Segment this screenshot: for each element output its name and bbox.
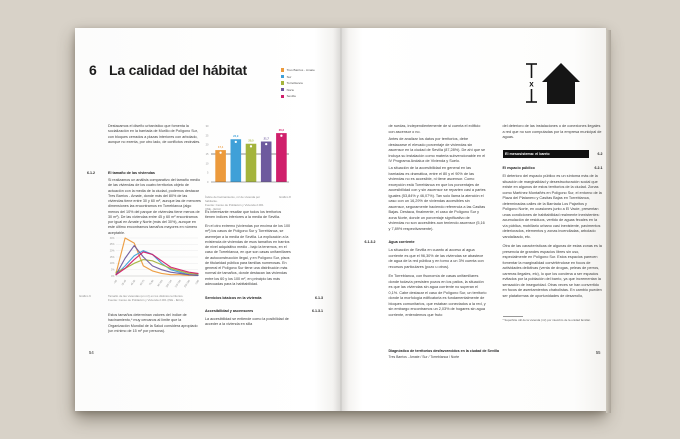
page-number-right: 55 <box>595 350 601 355</box>
caption-source: Fuente: Censo de Población y Vivienda 2.001 (INE - IECA) <box>205 203 264 212</box>
svg-text:150-180: 150-180 <box>183 279 191 289</box>
svg-text:30: 30 <box>205 125 209 128</box>
legend-label: Sevilla <box>286 94 296 99</box>
paragraph: de ruedas, independientemente de si cuenta el edificio con ascensor o no. <box>388 124 481 134</box>
svg-text:25: 25 <box>205 134 209 138</box>
book-spread <box>75 28 606 411</box>
paragraph: Destacamos el diseño urbanístico que fomenta la socialización en la barriada de Murillo de Polígono Sur, con bloques cerrados a plazas interiores con arbolado, aunque no exenta, por otro lado, de conflictos vecinales. <box>108 124 201 144</box>
line-chart <box>105 234 201 292</box>
svg-text:25%: 25% <box>109 243 115 247</box>
paragraph: Antes de analizar los datos por territorios, debe destacarse el elevado porcentaje de viviendas sin ascensor en la ciudad de Sevilla (87,28%). De ahí que se incluya su instalación como materia subvencionable en el IV Programa Andaluz de Vivienda y Suelo. <box>388 137 486 163</box>
legend-label: Torreblanca <box>286 81 303 86</box>
footnote-text: * Superficie útil de la vivienda (m²) por miembro de la unidad familiar. <box>502 318 591 323</box>
svg-text:0: 0 <box>207 181 209 184</box>
paragraph: El deterioro del espacio público es un síntoma más de la situación de marginalidad y desestructuración social que existe en algunos de estos territorios de la ciudad. Zonas como Martínez Montañés en Polígono Sur, el entorno de la Plaza del Platanero y Casitas Bajas en Torreblanca, determinadas calles de la Barriada Los Pajaritos y Polígono Norte, en ocasiones junto a El Vacie, presentan unas condiciones de habitabilidad realmente inexistentes: acumulación de residuos, vertido de aguas fecales en la vía pública, mobiliario urbano casi inexistente, pavimentos deteriorados, elementos y zonas incendiadas, arbolado vandalizado, etc. <box>502 174 602 239</box>
section-title: Accesibilidad y ascensores <box>205 309 254 313</box>
svg-text:0%: 0% <box>111 274 115 278</box>
house-height-icon <box>523 58 585 106</box>
legend-label: Norte <box>286 87 295 92</box>
svg-text:20%: 20% <box>109 249 115 253</box>
section-number: 6.1.3 <box>315 296 323 300</box>
legend-swatch-icon <box>281 75 284 78</box>
legend-item <box>281 68 315 72</box>
section-number: 6.2.1 <box>594 166 603 170</box>
section-number: 6.1.3.1 <box>312 309 323 313</box>
chapter-title: La calidad del hábitat <box>109 62 247 78</box>
svg-text:15: 15 <box>205 153 209 156</box>
svg-text:120-150: 120-150 <box>174 279 182 289</box>
svg-text:10%: 10% <box>109 262 115 266</box>
legend-swatch-icon <box>281 88 284 91</box>
paragraph: del deterioro de las instalaciones o de conexiones ilegales a red que no son computadas por la empresa municipal de aguas. <box>502 124 602 139</box>
footer-subtitle: Tres Barrios - Amate / Sur / Torreblanca / Norte <box>388 354 460 359</box>
section-bar: El mesosistema: el barrio <box>503 150 589 158</box>
svg-text:10: 10 <box>205 162 209 166</box>
svg-text:30-45: 30-45 <box>121 279 128 287</box>
svg-text:<30: <30 <box>113 279 119 285</box>
svg-text:21,7: 21,7 <box>263 137 269 141</box>
figure-caption <box>205 195 269 211</box>
footnote-rule <box>503 316 523 317</box>
legend-label: Sur <box>286 74 292 79</box>
legend-item <box>281 81 315 85</box>
chart-legend <box>281 68 315 98</box>
figure-caption <box>108 294 198 302</box>
svg-text:22,9: 22,9 <box>233 135 239 139</box>
svg-text:75-90: 75-90 <box>148 279 155 287</box>
section-title: El espacio público <box>502 166 535 170</box>
section-number: 6.1.3.2 <box>364 240 376 244</box>
svg-text:60-75: 60-75 <box>139 279 146 287</box>
section-number: 6.1.2 <box>87 171 95 175</box>
paragraph: En el otro extremo (viviendas por encima de los 100 m²) los casos de Polígono Sur y Torreblanca, se asemejan a la media de Sevilla. La explicación a la existencia de viviendas de esos tamaños en barrios de nivel adquisitivo medio - bajo la tenemos, en el caso de Torreblanca, en que son casas unifamiliares de autoconstrucción ilegal, y en Polígono Sur, pisos de titularidad pública para familias numerosas. En general el Polígono Sur tiene una distribución más normal de tamaños, donde destacan las viviendas entre los 60 y los 100 m², en principio las más adecuadas para la habitabilidad. <box>205 224 291 286</box>
page-right <box>341 28 607 411</box>
svg-text:17,1: 17,1 <box>217 145 224 149</box>
legend-item <box>281 94 315 98</box>
section-title: Agua corriente <box>388 240 415 244</box>
chapter-number: 6 <box>89 62 97 78</box>
legend-item <box>281 75 315 79</box>
paragraph: Estos tamaños determinan valores del índice de hacinamiento,* muy cercanos al límite que la Organización Mundial de la Salud considera apropiado (un mínimo de 15 m² por persona). <box>108 313 198 333</box>
caption-source: Fuente: Censo de Población y Vivienda 2.001 (INE - IECA) <box>108 298 184 303</box>
paragraph: La situación de la accesibilidad en general en las barriadas es dramática, entre el 80 y el 90% de las viviendas no es accesible, ni tiene ascensor. Como excepción está Torreblanca en que los porcentajes de accesibilidad con y sin ascensor se reparten casi a partes iguales (53,84% y 46,07%). Tan solo llama la atención el caso con un 16,29% de viviendas accesibles sin ascensor, seguramente haciendo referencia a las Casitas Bajas. Destaca, finalmente, el caso de Polígono Sur y zona Norte, donde un porcentaje significativo de viviendas no son accesibles aun teniendo ascensor (5,16 y 7,89% respectivamente). <box>388 166 486 231</box>
legend-swatch-icon <box>281 95 284 98</box>
svg-text:>180: >180 <box>194 279 201 286</box>
page-left <box>75 28 341 411</box>
svg-text:20: 20 <box>205 143 209 147</box>
legend-swatch-icon <box>281 81 284 84</box>
legend-label: Tres Barrios - Amate <box>286 68 315 72</box>
svg-text:5%: 5% <box>111 268 115 272</box>
legend-swatch-icon <box>281 68 284 71</box>
section-title: Servicios básicos en la vivienda <box>205 296 262 300</box>
paragraph: En Torreblanca, con fisonomía de casas unifamiliares donde todavía persisten pozos en los patios, la situación es que las viviendas sin agua corriente no superan el 0,1%. Cabe destacar el caso de Polígono Sur, un territorio donde la morfología edificatoria es fundamentalmente de bloques comunitarios, que estaban conectados a la red, y sin embargo encontramos un 2,03% de hogares sin agua corriente, entendemos que fruto <box>388 274 487 317</box>
svg-text:5: 5 <box>207 171 209 175</box>
paragraph: Si realizamos un análisis comparativo del tamaño medio de las viviendas de los cuatro territorios objeto de actuación con la media de la ciudad, podemos destacar Tres Barrios - Amate, donde más del 80% de las viviendas tiene entre 30 y 60 m², aunque las de menores dimensiones las encontramos en Torreblanca (algo menos del 10% del parque de viviendas tiene menos de 30 m²). De las viviendas entre 45 y 60 m² encontramos por igual en Amate y Norte (más del 30%), aunque en este último encontramos tamaños mayores en número aceptable. <box>108 178 201 235</box>
footer-title: Diagnóstico de territorios desfavorecidos en la ciudad de Sevilla <box>388 349 499 353</box>
running-footer <box>389 349 569 359</box>
caption-text: Índice de hacinamiento, m² de vivienda por habitante. <box>205 195 261 204</box>
page-number-left: 54 <box>89 350 94 355</box>
footnote <box>503 316 599 323</box>
figure-label: Gráfico 8 <box>279 195 291 199</box>
caption-text: Tamaño de las viviendas (en m²) en los distintos territorios. <box>108 294 184 298</box>
svg-text:x: x <box>528 79 534 89</box>
paragraph: La situación de Sevilla en cuanto al acceso al agua corriente es que el 96,30% de las viviendas se abastece de agua de la red pública y en torno a un 3% cuenta con recursos particulares (pozo u otros). <box>388 248 484 269</box>
section-title: El tamaño de las viviendas <box>108 171 155 175</box>
svg-text:90-105: 90-105 <box>156 279 164 288</box>
paragraph: Es interesante resaltar que todos los territorios tienen índices inferiores a la media de Sevilla. <box>205 210 282 220</box>
legend-item <box>281 88 315 92</box>
svg-text:30%: 30% <box>109 236 115 240</box>
section-number: 6.2 <box>597 152 603 156</box>
svg-text:26,2: 26,2 <box>278 128 285 132</box>
svg-text:15%: 15% <box>109 255 115 259</box>
paragraph: La accesibilidad se entiende como la posibilidad de acceder a la vivienda en silla <box>205 317 289 327</box>
svg-text:105-120: 105-120 <box>165 279 173 289</box>
bar-chart <box>201 116 293 192</box>
svg-text:20,5: 20,5 <box>248 139 254 143</box>
figure-label: Gráfico 9 <box>79 294 91 298</box>
paragraph: Otra de las características de algunas de estas zonas es la presencia de grandes espacios libres sin uso, especialmente en Polígono Sur. Estos espacios parecen fomentar la marginalidad convirtiéndose en focos de actividades delictivas (venta de drogas, peleas de perros, carreras ilegales, etc), lo que los condena a ser espacios evitados por la población del barrio, ya que incrementan la sensación de inseguridad. Otras veces se han convertido en focos de asentamientos chabolistas. En cambio pueden ser plataformas de oportunidades de desarrollo, <box>502 244 602 298</box>
svg-text:45-60: 45-60 <box>130 279 137 287</box>
